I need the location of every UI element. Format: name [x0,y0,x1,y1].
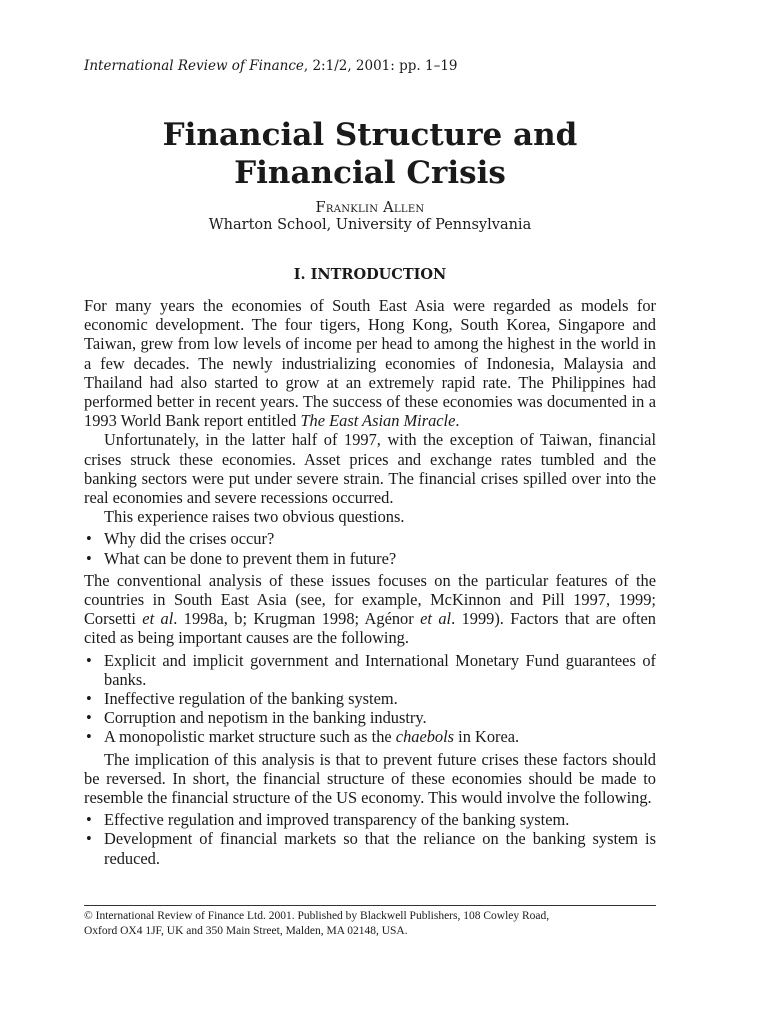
journal-name: International Review of Finance [84,58,304,74]
factor-4-text-b: in Korea. [454,727,520,747]
paragraph-2: Unfortunately, in the latter half of 1997, with the exception of Taiwan, financial crises struck these economies. Asset prices and exchange rates tumbled and the banking sectors were put under severe strain. The financial crises spilled over into the real economies and severe recessions occurred. [84,430,656,508]
factors-list [84,651,656,747]
paragraph-3: This experience raises two obvious questions. [104,507,405,527]
article-title: Financial Structure and Financial Crisis [162,117,578,191]
footer-line-2: Oxford OX4 1JF, UK and 350 Main Street, Malden, MA 02148, USA. [84,925,408,937]
journal-citation: , 2:1/2, 2001: pp. 1–19 [303,58,458,74]
article-body [84,296,656,871]
list-item: • What can be done to prevent them in future? [84,549,656,568]
paragraph-4-text-b: . 1998a, b; Krugman 1998; Agénor [173,609,421,629]
footer-line-1: © International Review of Finance Ltd. 2001. Published by Blackwell Publishers, 108 Cowley Road, [84,910,550,922]
chaebols-term: chaebols [395,727,455,747]
list-item [84,727,656,746]
paragraph-5: The implication of this analysis is that to prevent future crises these factors should be reversed. In short, the financial structure of these economies should be made to resemble the financial structure of the US economy. This would involve the following. [84,749,656,808]
copyright-footer [84,909,656,939]
paragraph-1-text: For many years the economies of South East Asia were regarded as models for economic development. The four tigers, Hong Kong, South Korea, Singapore and Taiwan, grew from low levels of income per head to among the highest in the world in a few decades. The newly industrializing economies of Indonesia, Malaysia and Thailand had also started to grow at an extremely rapid rate. The Philippines had performed better in recent years. The success of these economies was documented in a 1993 World Bank report entitled [84,296,656,431]
footer-divider [84,905,656,906]
list-item: • Development of financial markets so that the reliance on the banking system is reduced. [84,829,656,867]
paragraph-1 [84,296,656,430]
remedies-list [84,810,656,868]
section-heading: I. INTRODUCTION [293,266,447,283]
running-head [84,57,458,75]
report-title: The East Asian Miracle [300,411,456,431]
factor-4-text-a: A monopolistic market structure such as the [104,727,396,747]
list-item: • Why did the crises occur? [84,529,656,548]
list-item: • Explicit and implicit government and International Monetary Fund guarantees of banks. [84,651,656,689]
list-item: • Effective regulation and improved transparency of the banking system. [84,810,656,829]
author-name: Franklin Allen [315,200,425,216]
paragraph-4-text-a: The conventional analysis of these issues focuses on the particular features of the countries in South East Asia (see, for example, McKinnon and Pill 1997, 1999; Corsetti [84,570,656,629]
list-item: • Ineffective regulation of the banking system. [84,689,656,708]
author-affiliation: Wharton School, University of Pennsylvania [208,217,532,233]
paragraph-4-text-c: . 1999). Factors that are often cited as being important causes are the following. [84,609,656,648]
paragraph-4 [84,571,656,648]
et-al-1: et al [142,609,174,629]
paragraph-1-end: . [455,411,460,431]
list-item: • Corruption and nepotism in the banking industry. [84,708,656,727]
questions-list [84,529,656,567]
et-al-2: et al [420,609,452,629]
